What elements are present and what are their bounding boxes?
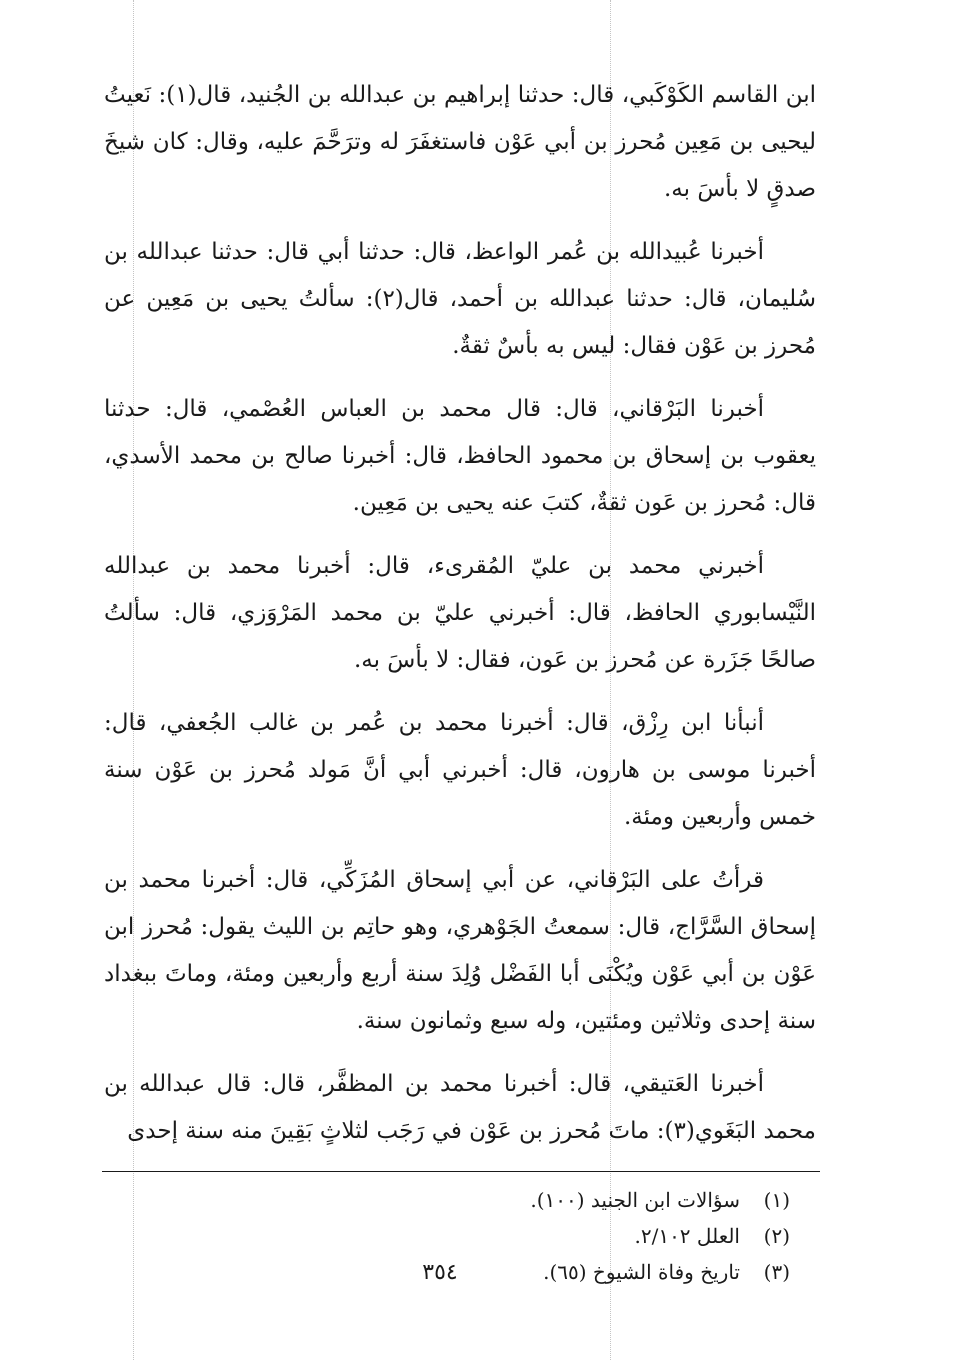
footnote-text: العلل ٢/١٠٢. <box>634 1224 740 1248</box>
paragraph: أنبأنا ابن رِزْق، قال: أخبرنا محمد بن عُمر بن غالب الجُعفي، قال: أخبرنا موسى بن هارون، قال: أخبرني أبي أنَّ مَولد مُحرز بن عَوْن سنة خمس وأربعين ومئة. <box>104 710 816 830</box>
paragraph: أخبرني محمد بن عليّ المُقرىء، قال: أخبرنا محمد بن عبدالله النَّيْسابوري الحافظ، قال: أخبرني عليّ بن محمد المَرْوَزي، قال: سألتُ صالحًا جَزَرة عن مُحرز بن عَون، فقال: لا بأسَ به. <box>104 553 816 673</box>
footnote-text: تاريخ وفاة الشيوخ (٦٥). <box>543 1260 740 1284</box>
paragraph: أخبرنا عُبيدالله بن عُمر الواعظ، قال: حدثنا أبي قال: حدثنا عبدالله بن سُليمان، قال: حدثنا عبدالله بن أحمد، قال(٢): سألتُ يحيى بن مَعِين عن مُحرز بن عَوْن فقال: ليس به بأسٌ ثقةٌ. <box>104 239 816 359</box>
footnote <box>104 1218 790 1254</box>
paragraph: أخبرنا البَرْقاني، قال: قال محمد بن العباس العُصْمي، قال: حدثنا يعقوب بن إسحاق بن محمود الحافظ، قال: أخبرنا صالح بن محمد الأسدي، قال: مُحرز بن عَون ثقةٌ، كتبَ عنه يحيى بن مَعِين. <box>104 396 816 516</box>
footnote-separator <box>102 1171 820 1172</box>
page-number: ٣٥٤ <box>422 1260 458 1285</box>
footnote-text: سؤالات ابن الجنيد (١٠٠). <box>530 1188 740 1212</box>
footnote-number: (٢) <box>763 1224 790 1248</box>
page-body <box>104 72 816 1290</box>
footnote <box>104 1182 790 1218</box>
footnote-number: (١) <box>763 1188 790 1212</box>
paragraph: قرأتُ على البَرْقاني، عن أبي إسحاق المُزَكِّي، قال: أخبرنا محمد بن إسحاق السَّرَّاج، قال: سمعتُ الجَوْهري، وهو حاتِم بن الليث يقول: مُحرز ابن عَوْن بن أبي عَوْن ويُكْنَى أبا الفَضْل وُلِدَ سنة أربع وأربعين ومئة، وماتَ ببغداد سنة إحدى وثلاثين ومئتين، وله سبع وثمانون سنة. <box>104 867 816 1034</box>
paragraph: ابن القاسم الكَوْكَبي، قال: حدثنا إبراهيم بن عبدالله بن الجُنيد، قال(١): نَعيتُ ليحيى بن مَعِين مُحرز بن أبي عَوْن فاستغفَرَ له وترَحَّمَ عليه، وقال: كان شيخَ صدقٍ لا بأسَ به. <box>104 82 816 202</box>
footnote-number: (٣) <box>763 1260 790 1284</box>
paragraph: أخبرنا العَتيقي، قال: أخبرنا محمد بن المظفَّر، قال: قال عبدالله بن محمد البَغَوي(٣): ماتَ مُحرز بن عَوْن في رَجَب لثلاثٍ بَقِينَ منه سنة إحدى <box>104 1071 816 1144</box>
